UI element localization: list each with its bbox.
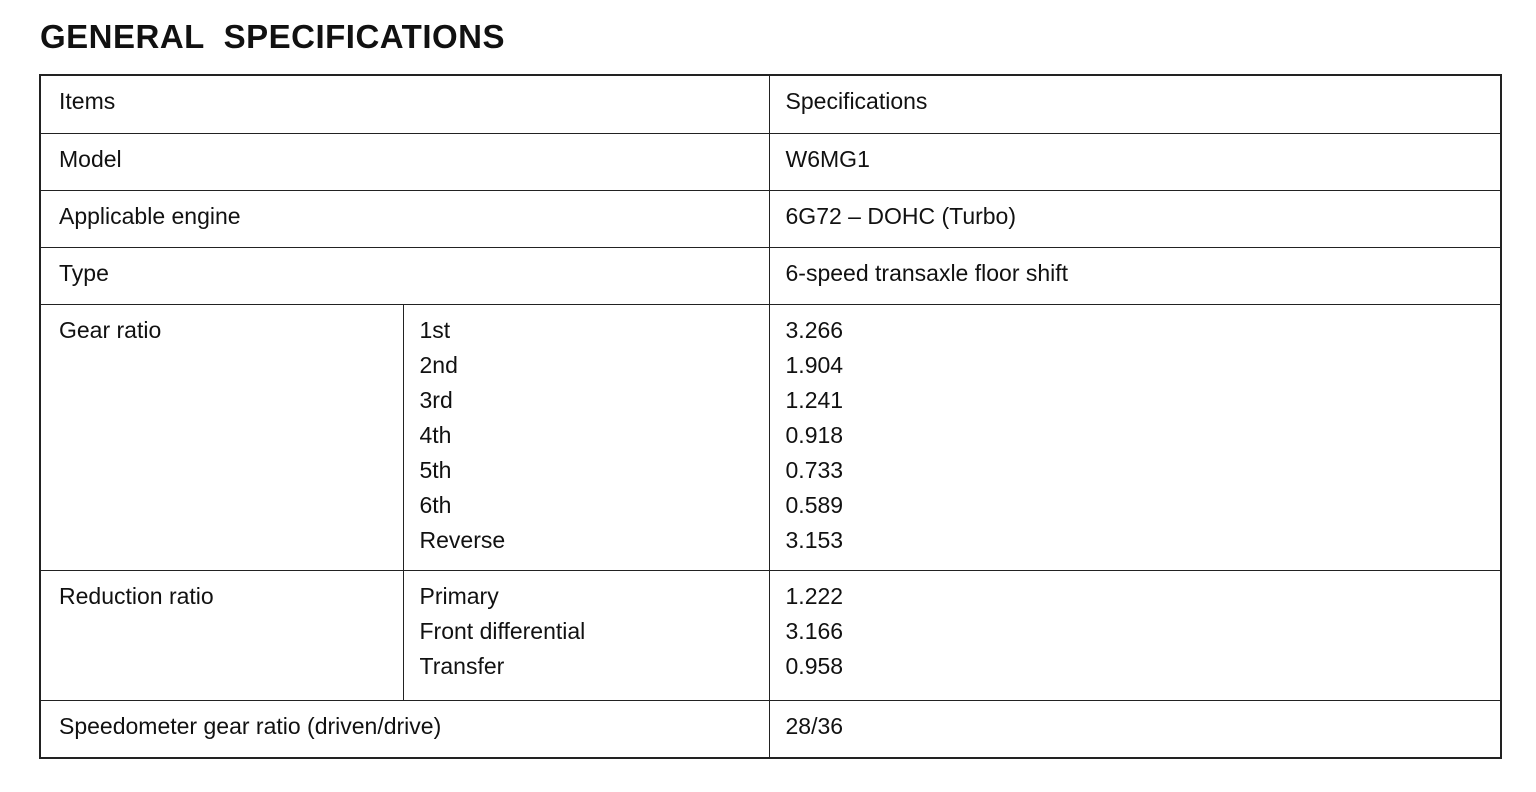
gear-5th-name: 5th (419, 457, 452, 483)
header-items: Items (40, 75, 769, 134)
table-row-reduction-ratio (40, 571, 1501, 701)
table-header-row (40, 75, 1501, 134)
gear-3rd-value: 1.241 (785, 387, 844, 413)
gear-6th-value: 0.589 (785, 492, 844, 518)
gear-ratio-values (769, 305, 1501, 571)
table-row-type (40, 248, 1501, 305)
table-row-engine (40, 191, 1501, 248)
reduction-transfer-name: Transfer (419, 653, 505, 679)
gear-2nd-name: 2nd (419, 352, 458, 378)
reduction-primary-name: Primary (419, 583, 499, 609)
reduction-front-differential-value: 3.166 (785, 618, 844, 644)
gear-1st-name: 1st (419, 317, 451, 343)
gear-6th-name: 6th (419, 492, 452, 518)
page-title: GENERAL SPECIFICATIONS (40, 18, 505, 55)
header-specifications: Specifications (769, 75, 1501, 134)
specifications-table (39, 74, 1502, 759)
gear-reverse-name: Reverse (419, 527, 506, 553)
gear-ratio-label: Gear ratio (40, 305, 403, 571)
gear-3rd-name: 3rd (419, 387, 453, 413)
gear-2nd-value: 1.904 (785, 352, 844, 378)
reduction-transfer-value: 0.958 (785, 653, 844, 679)
gear-5th-value: 0.733 (785, 457, 844, 483)
table-row-model (40, 134, 1501, 191)
gear-4th-name: 4th (419, 422, 452, 448)
speedometer-label: Speedometer gear ratio (driven/drive) (40, 701, 769, 759)
reduction-ratio-values (769, 571, 1501, 701)
model-label: Model (40, 134, 769, 191)
reduction-ratio-sub-items (403, 571, 769, 701)
speedometer-value: 28/36 (769, 701, 1501, 759)
engine-value: 6G72 – DOHC (Turbo) (769, 191, 1501, 248)
table-row-gear-ratio (40, 305, 1501, 571)
model-value: W6MG1 (769, 134, 1501, 191)
type-value: 6-speed transaxle floor shift (769, 248, 1501, 305)
reduction-front-differential-name: Front differential (419, 618, 586, 644)
reduction-primary-value: 1.222 (785, 583, 844, 609)
gear-4th-value: 0.918 (785, 422, 844, 448)
type-label: Type (40, 248, 769, 305)
reduction-ratio-label: Reduction ratio (40, 571, 403, 701)
table-row-speedometer (40, 701, 1501, 759)
gear-reverse-value: 3.153 (785, 527, 844, 553)
engine-label: Applicable engine (40, 191, 769, 248)
gear-1st-value: 3.266 (785, 317, 844, 343)
gear-ratio-sub-items (403, 305, 769, 571)
